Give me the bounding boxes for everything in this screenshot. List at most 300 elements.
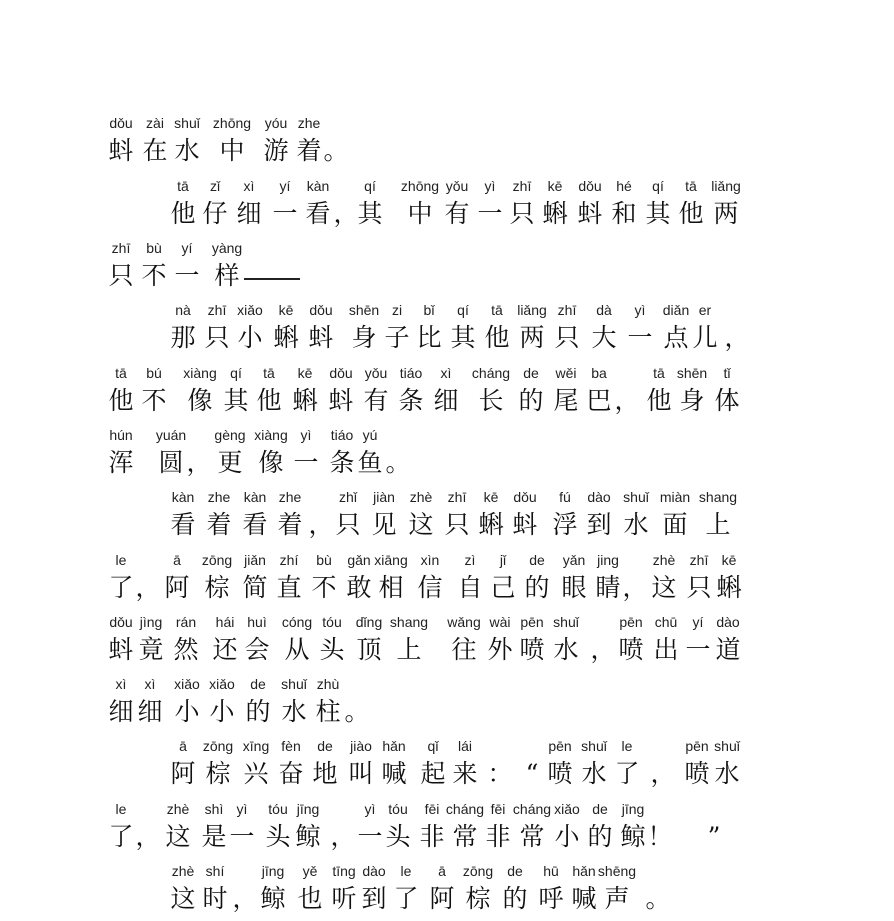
pinyin: xì (144, 676, 156, 692)
pinyin: tiáo (399, 365, 423, 381)
pinyin: zōng (201, 552, 233, 568)
hanzi: 其 (223, 386, 249, 415)
pinyin: shēn (348, 302, 380, 318)
pinyin: bǐ (423, 302, 435, 318)
pinyin: qí (652, 178, 664, 194)
pinyin: hún (109, 427, 133, 443)
pinyin: shuǐ (281, 676, 307, 692)
hanzi: 时 (202, 884, 228, 913)
hanzi: 竟 (138, 635, 164, 664)
pinyin: liǎng (711, 178, 741, 194)
pinyin: cháng (471, 365, 511, 381)
hanzi: 鲸 (260, 884, 286, 913)
pinyin: hū (543, 863, 559, 879)
hanzi: 也 (297, 884, 323, 913)
hanzi: 来 (452, 759, 478, 788)
pinyin: fú (559, 489, 571, 505)
pinyin: le (621, 738, 633, 754)
hanzi: 着 (277, 510, 303, 539)
pinyin: yì (236, 801, 248, 817)
pinyin: zhī (689, 552, 709, 568)
pinyin: gǎn (347, 552, 371, 568)
hanzi: 的 (587, 822, 613, 851)
hanzi: 阿 (164, 573, 190, 602)
pinyin: diǎn (662, 302, 690, 318)
pinyin: zhe (297, 115, 321, 131)
hanzi: 棕 (465, 884, 491, 913)
pinyin: fēi (490, 801, 506, 817)
punctuation: ， (650, 759, 676, 788)
pinyin: zhī (447, 489, 467, 505)
punctuation: ， (622, 573, 648, 602)
pinyin: yí (692, 614, 704, 630)
hanzi: 鱼 (357, 448, 383, 477)
pinyin: yǎn (562, 552, 586, 568)
hanzi: 和 (611, 199, 637, 228)
hanzi: 道 (715, 635, 741, 664)
pinyin: hǎn (572, 863, 596, 879)
hanzi: 一 (685, 635, 711, 664)
hanzi: 有 (363, 386, 389, 415)
punctuation: 。 (645, 884, 671, 913)
pinyin: dǒu (513, 489, 537, 505)
pinyin: de (317, 738, 333, 754)
hanzi: 一 (357, 822, 383, 851)
pinyin: kē (297, 365, 313, 381)
hanzi: 小 (554, 822, 580, 851)
hanzi: 水 (714, 759, 740, 788)
hanzi: 水 (174, 136, 200, 165)
pinyin: fèn (281, 738, 301, 754)
hanzi: 两 (713, 199, 739, 228)
pinyin: zhī (557, 302, 577, 318)
text-line (0, 487, 894, 547)
hanzi: 中 (219, 136, 245, 165)
punctuation: ！ (647, 822, 673, 851)
hanzi: 这 (170, 884, 196, 913)
hanzi: 条 (398, 386, 424, 415)
hanzi: 相 (378, 573, 404, 602)
pinyin: yì (634, 302, 646, 318)
hanzi: 信 (417, 573, 443, 602)
hanzi: 圆 (158, 448, 184, 477)
hanzi: 浮 (552, 510, 578, 539)
hanzi: 这 (408, 510, 434, 539)
hanzi: 往 (451, 635, 477, 664)
hanzi: 阿 (170, 759, 196, 788)
pinyin: zhī (207, 302, 227, 318)
ruby-char (197, 238, 257, 294)
pinyin: pēn (685, 738, 709, 754)
pinyin: shuǐ (174, 115, 200, 131)
hanzi: 只 (444, 510, 470, 539)
pinyin: cóng (281, 614, 313, 630)
pinyin: miàn (659, 489, 691, 505)
pinyin: jīng (296, 801, 320, 817)
pinyin: rán (175, 614, 197, 630)
hanzi: 不 (311, 573, 337, 602)
pinyin: ba (591, 365, 607, 381)
hanzi: 上 (705, 510, 731, 539)
hanzi: 细 (236, 199, 262, 228)
hanzi: 头 (319, 635, 345, 664)
punctuation: ， (308, 510, 334, 539)
pinyin: dǒu (578, 178, 602, 194)
hanzi: 头 (385, 822, 411, 851)
hanzi: 常 (519, 822, 545, 851)
hanzi: 小 (174, 697, 200, 726)
hanzi: 蚪 (512, 510, 538, 539)
hanzi: 水 (623, 510, 649, 539)
pinyin: yóu (264, 115, 288, 131)
pinyin: zài (146, 115, 164, 131)
pinyin: xiàng (254, 427, 288, 443)
hanzi: 喷 (684, 759, 710, 788)
pinyin: shuǐ (714, 738, 740, 754)
hanzi: 直 (276, 573, 302, 602)
pinyin: shang (698, 489, 738, 505)
punctuation: ， (614, 386, 640, 415)
hanzi: 喷 (618, 635, 644, 664)
hanzi: 像 (187, 386, 213, 415)
pinyin: shuǐ (553, 614, 579, 630)
pinyin: lái (457, 738, 472, 754)
pinyin: xiàng (183, 365, 217, 381)
pinyin: kàn (243, 489, 267, 505)
hanzi: 小 (237, 323, 263, 352)
hanzi: 他 (646, 386, 672, 415)
hanzi: 浑 (108, 448, 134, 477)
hanzi: 阿 (429, 884, 455, 913)
hanzi: 中 (407, 199, 433, 228)
hanzi: 己 (490, 573, 516, 602)
pinyin: yì (300, 427, 312, 443)
hanzi: 非 (485, 822, 511, 851)
hanzi: 头 (265, 822, 291, 851)
pinyin: zhǐ (339, 489, 357, 505)
ruby-char (379, 612, 439, 668)
text-line (0, 176, 894, 236)
pinyin: yí (181, 240, 193, 256)
punctuation: ， (330, 822, 356, 851)
punctuation: ， (186, 448, 212, 477)
pinyin: yě (302, 863, 318, 879)
hanzi: 巴 (586, 386, 612, 415)
text-line (0, 861, 894, 921)
hanzi: 的 (518, 386, 544, 415)
hanzi: 细 (108, 697, 134, 726)
hanzi: 其 (357, 199, 383, 228)
pinyin: xiǎo (174, 676, 200, 692)
pinyin: chū (654, 614, 678, 630)
punctuation: ， (135, 822, 161, 851)
pinyin: huì (247, 614, 267, 630)
pinyin: le (115, 552, 127, 568)
pinyin: tā (491, 302, 503, 318)
pinyin: ā (438, 863, 446, 879)
ruby-char (697, 736, 757, 792)
pinyin: de (250, 676, 266, 692)
hanzi: 长 (478, 386, 504, 415)
hanzi: 身 (679, 386, 705, 415)
hanzi: 这 (165, 822, 191, 851)
hanzi: 鲸 (295, 822, 321, 851)
hanzi: 更 (217, 448, 243, 477)
hanzi: 见 (371, 510, 397, 539)
hanzi: 水 (553, 635, 579, 664)
hanzi: 睛 (595, 573, 621, 602)
hanzi: 喊 (571, 884, 597, 913)
hanzi: 他 (108, 386, 134, 415)
hanzi: 比 (416, 323, 442, 352)
pinyin: bù (146, 240, 162, 256)
text-line (0, 300, 894, 360)
punctuation: “ (525, 759, 539, 788)
hanzi: 只 (335, 510, 361, 539)
pinyin: shuǐ (623, 489, 649, 505)
punctuation: ， (590, 635, 616, 664)
hanzi: 到 (586, 510, 612, 539)
pinyin: cháng (445, 801, 485, 817)
pinyin: tóu (268, 801, 288, 817)
pinyin: ā (173, 552, 181, 568)
pinyin: le (115, 801, 127, 817)
pinyin: dǐng (355, 614, 383, 630)
hanzi: 简 (242, 573, 268, 602)
pinyin: qí (230, 365, 242, 381)
hanzi: 一 (627, 323, 653, 352)
dash-punctuation (244, 278, 300, 280)
pinyin: zì (464, 552, 476, 568)
hanzi: 敢 (346, 573, 372, 602)
pinyin: jìng (139, 614, 163, 630)
pinyin: tā (115, 365, 127, 381)
pinyin: yuán (155, 427, 187, 443)
pinyin: shēng (597, 863, 637, 879)
pinyin: zōng (462, 863, 494, 879)
pinyin: dǒu (109, 614, 133, 630)
pinyin: zhī (111, 240, 131, 256)
punctuation: ， (232, 884, 258, 913)
hanzi: 着 (206, 510, 232, 539)
hanzi: 像 (258, 448, 284, 477)
pinyin: pēn (548, 738, 572, 754)
hanzi: 只 (204, 323, 230, 352)
pinyin: shì (204, 801, 224, 817)
hanzi: 了 (614, 759, 640, 788)
pinyin: hái (215, 614, 235, 630)
hanzi: 子 (384, 323, 410, 352)
hanzi: 出 (653, 635, 679, 664)
hanzi: 蚪 (308, 323, 334, 352)
pinyin: yì (484, 178, 496, 194)
hanzi: 只 (108, 261, 134, 290)
pinyin: wǎng (447, 614, 481, 630)
hanzi: 在 (142, 136, 168, 165)
hanzi: 顶 (356, 635, 382, 664)
pinyin: xīng (242, 738, 270, 754)
ruby-char (699, 550, 759, 606)
pinyin: de (592, 801, 608, 817)
punctuation: 。 (385, 448, 411, 477)
pinyin: tā (263, 365, 275, 381)
pinyin: kē (483, 489, 499, 505)
pinyin: tā (685, 178, 697, 194)
pinyin: kàn (306, 178, 330, 194)
ruby-char (587, 861, 647, 917)
text-line (0, 799, 894, 859)
pinyin: hé (616, 178, 632, 194)
hanzi: 蚪 (328, 386, 354, 415)
hanzi: 地 (312, 759, 338, 788)
text-line (0, 674, 894, 734)
hanzi: 非 (419, 822, 445, 851)
pinyin: dà (596, 302, 612, 318)
pinyin: kē (721, 552, 737, 568)
hanzi: 儿 (692, 323, 718, 352)
hanzi: 声 (604, 884, 630, 913)
pinyin: jing (597, 552, 619, 568)
pinyin: dǒu (329, 365, 353, 381)
hanzi: 只 (509, 199, 535, 228)
pinyin: dào (362, 863, 386, 879)
ruby-char (696, 176, 756, 232)
hanzi: 棕 (204, 573, 230, 602)
hanzi: 蚪 (577, 199, 603, 228)
pinyin: zi (391, 302, 403, 318)
hanzi: 他 (256, 386, 282, 415)
pinyin: qí (457, 302, 469, 318)
hanzi: 呼 (538, 884, 564, 913)
text-line (0, 363, 894, 423)
pinyin: qí (364, 178, 376, 194)
ruby-char (688, 487, 748, 543)
hanzi: 那 (170, 323, 196, 352)
hanzi: 只 (554, 323, 580, 352)
pinyin: de (523, 365, 539, 381)
hanzi: 一 (477, 199, 503, 228)
pinyin: xìn (420, 552, 440, 568)
pinyin: jiàn (373, 489, 395, 505)
pinyin: nà (175, 302, 191, 318)
pinyin: yàng (211, 240, 243, 256)
hanzi: 了 (108, 573, 134, 602)
pinyin: yǒu (364, 365, 388, 381)
pinyin: tā (653, 365, 665, 381)
pinyin: xiǎo (554, 801, 580, 817)
hanzi: 还 (212, 635, 238, 664)
pinyin: shuǐ (581, 738, 607, 754)
hanzi: 眼 (561, 573, 587, 602)
hanzi: 是 (201, 822, 227, 851)
hanzi: 蝌 (542, 199, 568, 228)
hanzi: 蝌 (716, 573, 742, 602)
hanzi: 水 (281, 697, 307, 726)
pinyin: zhe (278, 489, 302, 505)
hanzi: 水 (581, 759, 607, 788)
pinyin: tiáo (330, 427, 354, 443)
hanzi: 喷 (547, 759, 573, 788)
punctuation: ， (333, 199, 359, 228)
hanzi: 两 (519, 323, 545, 352)
pinyin: bù (316, 552, 332, 568)
pinyin: zhī (512, 178, 532, 194)
hanzi: 奋 (278, 759, 304, 788)
hanzi: 喊 (381, 759, 407, 788)
pinyin: dào (716, 614, 740, 630)
hanzi: 柱 (315, 697, 341, 726)
hanzi: 从 (284, 635, 310, 664)
pinyin: le (400, 863, 412, 879)
pinyin: xiāng (374, 552, 408, 568)
hanzi: 只 (686, 573, 712, 602)
pinyin: xiǎo (209, 676, 235, 692)
hanzi: 兴 (243, 759, 269, 788)
pinyin: liǎng (517, 302, 547, 318)
punctuation: ” (707, 822, 721, 851)
hanzi: 大 (591, 323, 617, 352)
pinyin: zhè (166, 801, 190, 817)
text-line (0, 550, 894, 610)
hanzi: 蝌 (292, 386, 318, 415)
hanzi: 身 (351, 323, 377, 352)
pinyin: xiǎo (237, 302, 263, 318)
pinyin: wěi (555, 365, 577, 381)
hanzi: 常 (452, 822, 478, 851)
pinyin: shí (205, 863, 225, 879)
hanzi: 这 (651, 573, 677, 602)
text-line (0, 113, 894, 173)
pinyin: zhè (409, 489, 433, 505)
pinyin: shēn (676, 365, 708, 381)
hanzi: 看 (242, 510, 268, 539)
pinyin: cháng (512, 801, 552, 817)
text-line (0, 736, 894, 796)
hanzi: 上 (396, 635, 422, 664)
pinyin: xì (243, 178, 255, 194)
pinyin: zhōng (212, 115, 252, 131)
hanzi: 蚪 (108, 136, 134, 165)
hanzi: 小 (209, 697, 235, 726)
pinyin: yì (364, 801, 376, 817)
pinyin: jīng (621, 801, 645, 817)
hanzi: 仔 (202, 199, 228, 228)
hanzi: 叫 (348, 759, 374, 788)
hanzi: 然 (173, 635, 199, 664)
hanzi: 起 (420, 759, 446, 788)
hanzi: 着 (296, 136, 322, 165)
pinyin: jīng (261, 863, 285, 879)
pinyin: dǒu (309, 302, 333, 318)
text-line (0, 238, 894, 298)
pinyin: dào (587, 489, 611, 505)
pinyin: tīng (332, 863, 356, 879)
hanzi: 细 (137, 697, 163, 726)
hanzi: 条 (329, 448, 355, 477)
pinyin: de (507, 863, 523, 879)
pinyin: qǐ (427, 738, 439, 754)
pinyin: wài (489, 614, 511, 630)
pinyin: zhōng (400, 178, 440, 194)
pinyin: pēn (619, 614, 643, 630)
hanzi: 一 (293, 448, 319, 477)
pinyin: zhe (207, 489, 231, 505)
hanzi: 自 (457, 573, 483, 602)
pinyin: de (529, 552, 545, 568)
pinyin: tǐ (723, 365, 731, 381)
pinyin: hǎn (382, 738, 406, 754)
pinyin: zhè (652, 552, 676, 568)
